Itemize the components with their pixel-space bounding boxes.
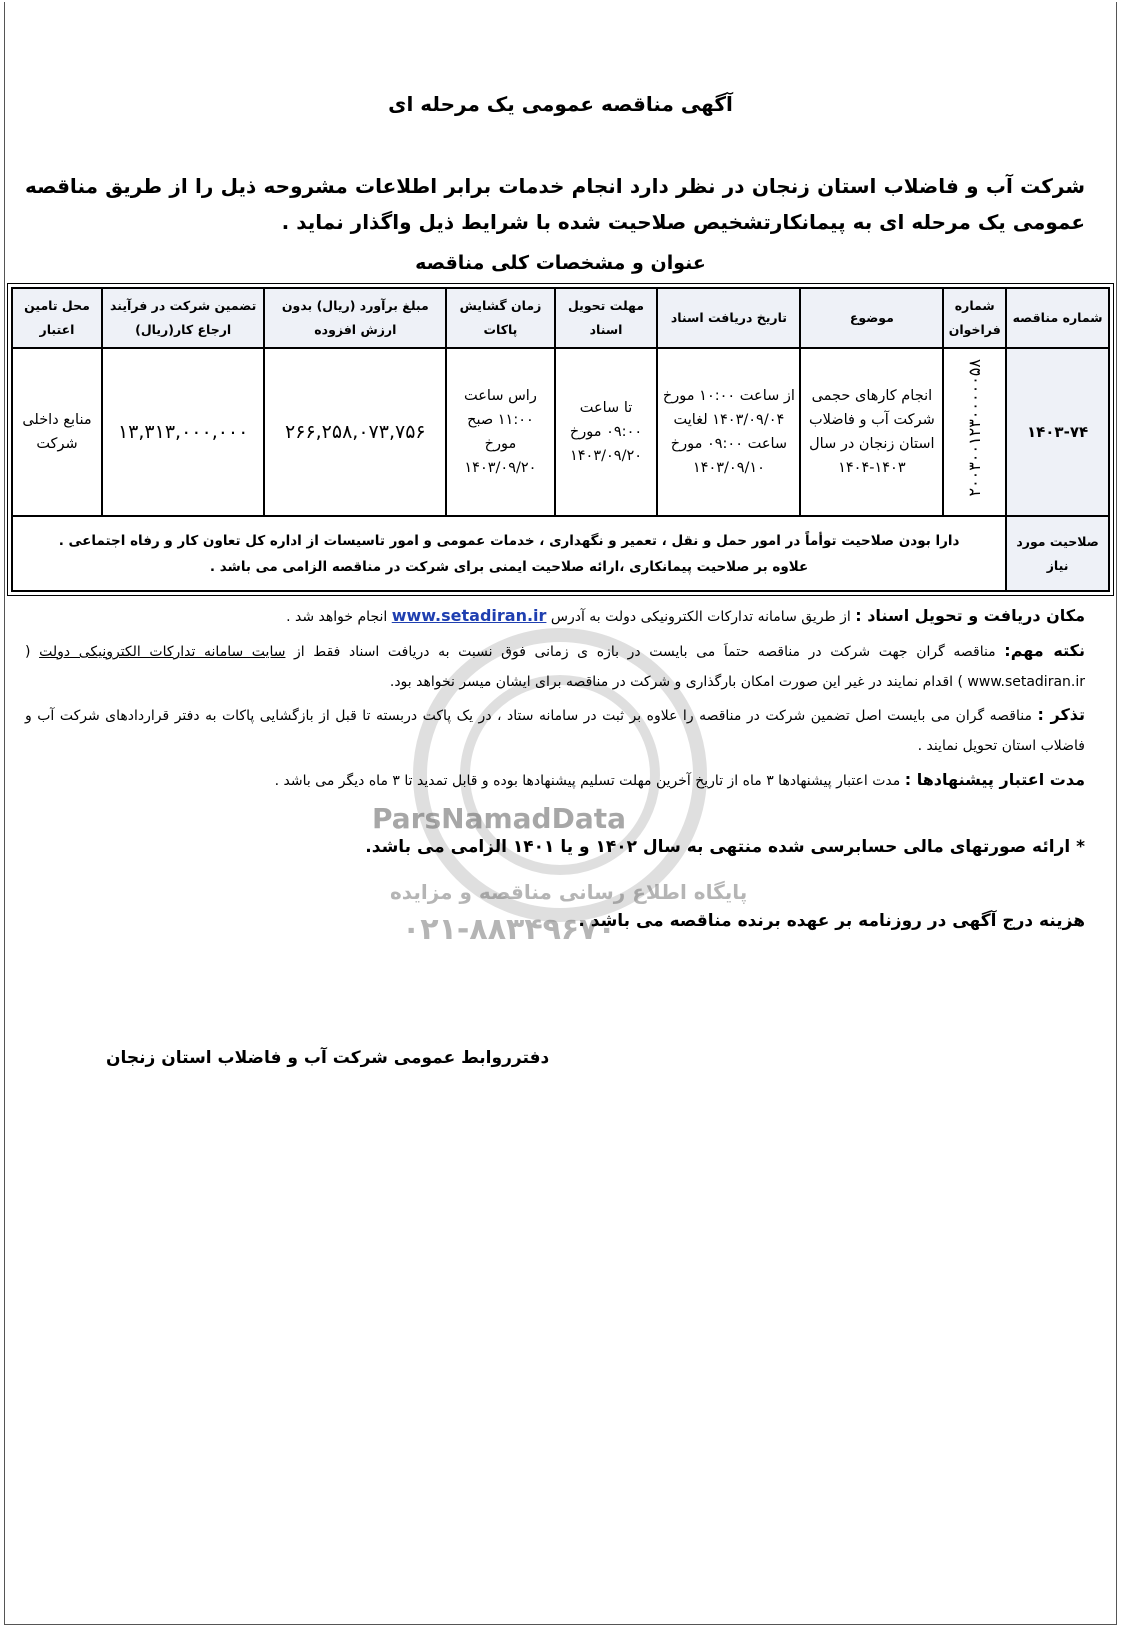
place-text-2: انجام خواهد شد . xyxy=(286,609,388,625)
financial-note: * ارائه صورتهای مالی حسابرسی شده منتهی به سال ۱۴۰۲ و یا ۱۴۰۱ الزامی می باشد. xyxy=(365,837,1085,857)
header-doc-delivery-deadline: مهلت تحویل اسناد xyxy=(555,288,658,348)
watermark-brand: ParsNamadData xyxy=(372,802,626,835)
reminder-text: مناقصه گران می بایست اصل تضمین شرکت در مناقصه را علاوه بر ثبت در سامانه ستاد ، در یک پاکت دربسته تا قبل از بازگشایی پاکات به دفتر قراردادهای شرکت آب و فاضلاب استان تحویل نمایند . xyxy=(25,708,1085,754)
header-subject: موضوع xyxy=(800,288,943,348)
cell-doc-delivery-deadline: تا ساعت ۰۹:۰۰ مورخ ۱۴۰۳/۰۹/۲۰ xyxy=(555,348,658,516)
cell-guarantee: ۱۳,۳۱۳,۰۰۰,۰۰۰ xyxy=(102,348,264,516)
reminder-label: تذکر : xyxy=(1037,705,1086,724)
qualification-row xyxy=(12,516,1109,591)
cell-subject: انجام کارهای حجمی شرکت آب و فاضلاب استان زنجان در سال ۱۴۰۳-۱۴۰۴ xyxy=(800,348,943,516)
qualification-label: صلاحیت مورد نیاز xyxy=(1006,516,1109,591)
cell-doc-receipt-date: از ساعت ۱۰:۰۰ مورخ ۱۴۰۳/۰۹/۰۴ لغایت ساعت ۰۹:۰۰ مورخ ۱۴۰۳/۰۹/۱۰ xyxy=(657,348,800,516)
qualification-line-1: دارا بودن صلاحیت توأماً در امور حمل و نقل ، تعمیر و نگهداری ، خدمات عمومی و امور تاسیسات از اداره کل تعاون کار و رفاه اجتماعی . xyxy=(58,532,960,549)
important-label: نکته مهم: xyxy=(1004,641,1085,660)
header-doc-receipt-date: تاریخ دریافت اسناد xyxy=(657,288,800,348)
header-tender-no: شماره مناقصه xyxy=(1006,288,1109,348)
cell-funding: منابع داخلی شرکت xyxy=(12,348,102,516)
qualification-text xyxy=(12,516,1006,591)
intro-paragraph: شرکت آب و فاضلاب استان زنجان در نظر دارد انجام خدمات برابر اطلاعات مشروحه ذیل را از طریق مناقصه عمومی یک مرحله ای به پیمانکارتشخیص صلاحیت شده با شرایط ذیل واگذار نماید . xyxy=(25,174,1085,234)
cell-call-no xyxy=(943,348,1006,516)
reminder-note xyxy=(25,700,1085,761)
header-estimate: مبلغ برآورد (ریال) بدون ارزش افزوده xyxy=(264,288,446,348)
header-guarantee: تضمین شرکت در فرآیند ارجاع کار(ریال) xyxy=(102,288,264,348)
call-no-value: ۲۰۰۳۰۰۱۲۳۰۰۰۰۰۵۸ xyxy=(964,359,984,497)
table-header-row xyxy=(12,288,1109,348)
important-text-2: ( www.setadiran.ir ) اقدام نمایند در غیر این صورت امکان بارگذاری و شرکت در مناقصه برای ایشان میسر نخواهد بود. xyxy=(25,644,1085,690)
cell-opening-time: راس ساعت ۱۱:۰۰ صبح مورخ ۱۴۰۳/۰۹/۲۰ xyxy=(446,348,554,516)
header-call-no: شماره فراخوان xyxy=(943,288,1006,348)
document-title: آگهی مناقصه عمومی یک مرحله ای xyxy=(388,92,733,116)
qualification-line-2: علاوه بر صلاحیت پیمانکاری ،ارائه صلاحیت ایمنی برای شرکت در مناقصه الزامی می باشد . xyxy=(209,558,809,575)
validity-label: مدت اعتبار پیشنهادها : xyxy=(904,770,1085,789)
setadiran-link[interactable]: www.setadiran.ir xyxy=(391,606,547,625)
header-funding: محل تامین اعتبار xyxy=(12,288,102,348)
important-note xyxy=(25,636,1085,697)
cell-estimate: ۲۶۶,۲۵۸,۰۷۳,۷۵۶ xyxy=(264,348,446,516)
header-opening-time: زمان گشایش پاکات xyxy=(446,288,554,348)
cost-note: هزینه درج آگهی در روزنامه بر عهده برنده مناقصه می باشد . xyxy=(578,911,1085,931)
watermark-subtitle: پایگاه اطلاع رسانی مناقصه و مزایده xyxy=(390,880,748,904)
validity-text: مدت اعتبار پیشنهادها ۳ ماه از تاریخ آخرین مهلت تسلیم پیشنهادها بوده و قابل تمدید تا ۳ ماه دیگر می باشد . xyxy=(274,773,901,789)
important-underlined: سایت سامانه تدارکات الکترونیکی دولت xyxy=(39,644,286,660)
place-note xyxy=(25,601,1085,632)
table-row xyxy=(12,348,1109,516)
signature: دفترروابط عمومی شرکت آب و فاضلاب استان زنجان xyxy=(106,1048,550,1068)
watermark-phone: ۰۲۱-۸۸۳۴۹۶۷۰ xyxy=(402,912,616,947)
place-text-1: از طریق سامانه تدارکات الکترونیکی دولت به آدرس xyxy=(550,609,851,625)
important-text-1: مناقصه گران جهت شرکت در مناقصه حتماَ می بایست در بازه ی زمانی فوق نسبت به دریافت اسناد فقط از xyxy=(294,644,996,660)
validity-note xyxy=(25,765,1085,796)
table-heading: عنوان و مشخصات کلی مناقصه xyxy=(415,252,706,274)
place-label: مکان دریافت و تحویل اسناد : xyxy=(855,606,1085,625)
cell-tender-no: ۱۴۰۳-۷۴ xyxy=(1006,348,1109,516)
tender-table xyxy=(7,283,1114,596)
